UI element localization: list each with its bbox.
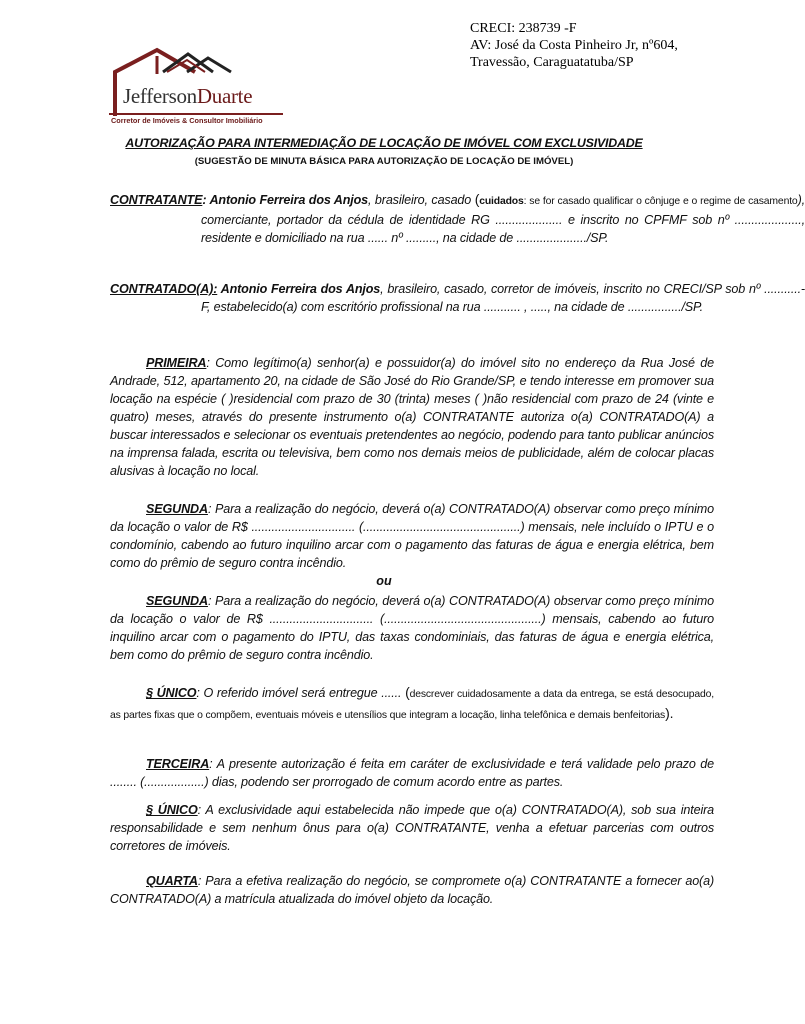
clause-primeira: PRIMEIRA: Como legítimo(a) senhor(a) e possuidor(a) do imóvel sito no endereço da Rua José de Andrade, 512, apartamento 20, na cidade de São José do Rio Grande/SP, e tendo interesse em promover sua locação na espécie ( )residencial com prazo de 30 (trinta) meses ( )não residencial com prazo de 24 (vinte e quatro) meses, através do presente instrumento o(a) CONTRATANTE autoriza o(a) CONTRATADO(A) a buscar interessados e selecionar os eventuais pretendentes ao negócio, podendo para tanto publicar anúncios na imprensa falada, escrita ou televisiva, bem como nos demais meios de publicidade, além de colocar placas alusivas à locação no local. <box>110 356 714 478</box>
or-separator: ou <box>376 574 392 588</box>
contratado-paragraph: CONTRATADO(A): Antonio Ferreira dos Anjos, brasileiro, casado, corretor de imóveis, inscrito no CRECI/SP sob nº ...........-F, estabelecido(a) com escritório profissional na rua ........... , ....., na cidade de ................/SP. <box>110 282 805 314</box>
clause-terceira: TERCEIRA: A presente autorização é feita em caráter de exclusividade e terá validade pelo prazo de ........ (..................) dias, podendo ser prorrogado de comum acordo entre as partes. <box>110 757 714 789</box>
contratante-paragraph: CONTRATANTE: Antonio Ferreira dos Anjos, brasileiro, casado (cuidados: se for casado qualificar o cônjuge e o regime de casamento), comerciante, portador da cédula de identidade RG .................... e inscrito no CPFMF sob nº ...................., residente e domiciliado na rua ...... nº ........., na cidade de ...................../SP. <box>110 191 805 245</box>
document-subtitle: (SUGESTÃO DE MINUTA BÁSICA PARA AUTORIZAÇÃO DE LOCAÇÃO DE IMÓVEL) <box>194 156 574 167</box>
clause-segunda-a: SEGUNDA: Para a realização do negócio, deverá o(a) CONTRATADO(A) observar como preço mínimo da locação o valor de R$ ............................... (...............................................) mensais, nele incluído o IPTU e o condomínio, cabendo ao futuro inquilino arcar com o pagamento das faturas de água e energia elétrica, bem como do prêmio de seguro contra incêndio. <box>110 502 714 570</box>
address-line: AV: José da Costa Pinheiro Jr, nº604, <box>470 38 678 53</box>
logo-tagline: Corretor de Imóveis & Consultor Imobiliário <box>111 116 263 125</box>
clause-segunda-b: SEGUNDA: Para a realização do negócio, deverá o(a) CONTRATADO(A) observar como preço mínimo da locação o valor de R$ ............................... (...............................................) mensais, cabendo ao futuro inquilino arcar com o pagamento do IPTU, das taxas condominiais, das faturas de água e energia elétrica, bem como do prêmio de seguro contra incêndio. <box>110 594 714 662</box>
creci-header <box>470 20 760 71</box>
city-line: Travessão, Caraguatatuba/SP <box>470 55 634 70</box>
creci-number: CRECI: 238739 -F <box>470 21 577 36</box>
clause-unico-2: § ÚNICO: A exclusividade aqui estabelecida não impede que o(a) CONTRATADO(A), sob sua inteira responsabilidade e sem nenhum ônus para o(a) CONTRATANTE, venha a efetuar parcerias com outros corretores de imóveis. <box>110 803 714 853</box>
logo-name: JeffersonDuarte <box>123 84 253 108</box>
clause-quarta: QUARTA: Para a efetiva realização do negócio, se compromete o(a) CONTRATANTE a fornecer ao(a) CONTRATADO(A) a matrícula atualizada do imóvel objeto da locação. <box>110 874 714 906</box>
company-logo <box>105 44 295 130</box>
document-title: AUTORIZAÇÃO PARA INTERMEDIAÇÃO DE LOCAÇÃO DE IMÓVEL COM EXCLUSIVIDADE <box>125 136 643 150</box>
clause-unico-1: § ÚNICO: O referido imóvel será entregue ...... (descrever cuidadosamente a data da entrega, se está desocupado, as partes fixas que o compõem, eventuais móveis e utensílios que integram a locação, linha telefônica e demais benfeitorias). <box>110 684 714 721</box>
